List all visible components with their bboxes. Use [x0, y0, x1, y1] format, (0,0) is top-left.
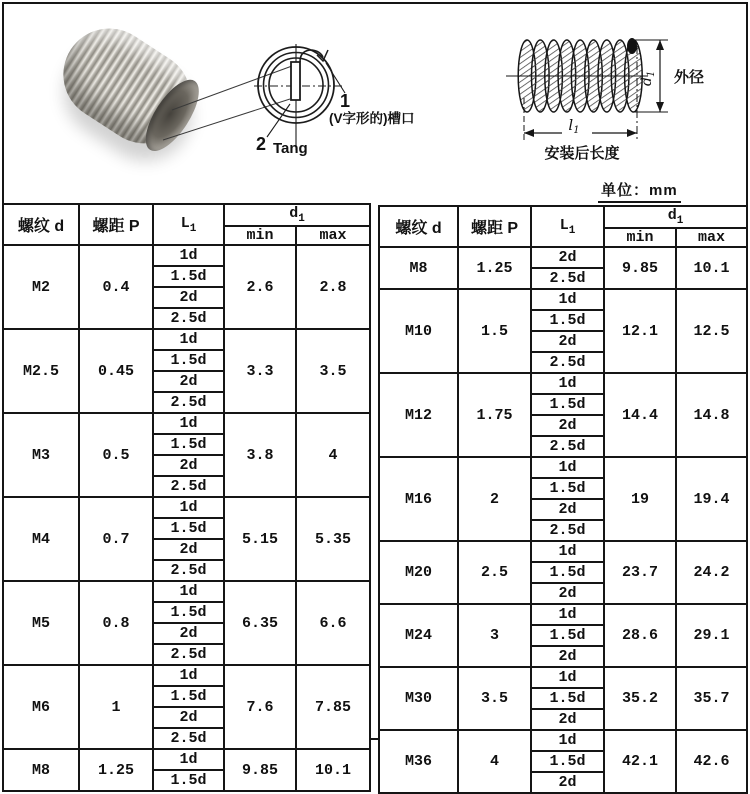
l1-cell: 1.5d — [531, 688, 604, 709]
l1-cell: 1.5d — [531, 625, 604, 646]
l1-cell: 2d — [153, 287, 224, 308]
technical-diagrams — [0, 0, 750, 205]
table-row — [3, 329, 370, 350]
max-cell: 10.1 — [676, 247, 747, 289]
l1-cell: 1.5d — [531, 394, 604, 415]
thread-cell: M2.5 — [3, 329, 79, 413]
col-header-thread: 螺纹 d — [379, 206, 458, 247]
col-header-pitch: 螺距 P — [458, 206, 531, 247]
col-header-d1: $d_1$ — [224, 204, 370, 226]
min-cell: 28.6 — [604, 604, 676, 667]
l1-cell: 1.5d — [153, 350, 224, 371]
min-cell: 2.6 — [224, 245, 296, 329]
max-cell: 5.35 — [296, 497, 370, 581]
col-header-min: min — [604, 228, 676, 247]
l1-cell: 1d — [153, 581, 224, 602]
min-cell: 9.85 — [604, 247, 676, 289]
l1-cell: 2d — [531, 415, 604, 436]
pitch-cell: 2 — [458, 457, 531, 541]
table-row — [379, 457, 747, 478]
max-cell: 10.1 — [296, 749, 370, 791]
col-header-min: min — [224, 226, 296, 245]
max-cell: 4 — [296, 413, 370, 497]
pitch-cell: 0.45 — [79, 329, 153, 413]
thread-cell: M8 — [3, 749, 79, 791]
min-cell: 12.1 — [604, 289, 676, 373]
min-cell: 23.7 — [604, 541, 676, 604]
max-cell: 6.6 — [296, 581, 370, 665]
min-cell: 7.6 — [224, 665, 296, 749]
l1-cell: 1d — [153, 413, 224, 434]
l1-cell: 1.5d — [531, 751, 604, 772]
pitch-cell: 3 — [458, 604, 531, 667]
min-cell: 6.35 — [224, 581, 296, 665]
spec-table-left-body — [3, 245, 370, 791]
pitch-cell: 0.7 — [79, 497, 153, 581]
d1-dimension-label: $d_1$ — [639, 70, 657, 86]
max-cell: 42.6 — [676, 730, 747, 793]
max-cell: 3.5 — [296, 329, 370, 413]
installed-length-label: 安装后长度 — [544, 145, 620, 162]
l1-cell: 2d — [153, 707, 224, 728]
l1-cell: 1d — [153, 749, 224, 770]
l1-cell: 1d — [153, 329, 224, 350]
l1-cell: 1d — [531, 541, 604, 562]
table-row — [379, 667, 747, 688]
l1-cell: 2.5d — [531, 352, 604, 373]
l1-cell: 1.5d — [531, 478, 604, 499]
max-cell: 19.4 — [676, 457, 747, 541]
l1-cell: 2d — [531, 499, 604, 520]
l1-cell: 2.5d — [153, 476, 224, 497]
thread-cell: M8 — [379, 247, 458, 289]
l1-cell: 2d — [531, 772, 604, 793]
pitch-cell: 3.5 — [458, 667, 531, 730]
thread-cell: M36 — [379, 730, 458, 793]
l1-cell: 2.5d — [153, 308, 224, 329]
table-row — [3, 665, 370, 686]
l1-cell: 1d — [531, 730, 604, 751]
thread-cell: M16 — [379, 457, 458, 541]
l1-cell: 2d — [531, 331, 604, 352]
max-cell: 12.5 — [676, 289, 747, 373]
table-row — [379, 373, 747, 394]
min-cell: 3.3 — [224, 329, 296, 413]
pitch-cell: 0.5 — [79, 413, 153, 497]
l1-cell: 2d — [531, 583, 604, 604]
pitch-cell: 1.25 — [79, 749, 153, 791]
table-row — [379, 604, 747, 625]
l1-cell: 2d — [531, 646, 604, 667]
l1-cell: 1d — [531, 457, 604, 478]
l1-cell: 1d — [531, 667, 604, 688]
thread-cell: M20 — [379, 541, 458, 604]
table-row — [3, 245, 370, 266]
min-cell: 35.2 — [604, 667, 676, 730]
min-cell: 5.15 — [224, 497, 296, 581]
table-row — [379, 730, 747, 751]
l1-cell: 2d — [153, 455, 224, 476]
l1-cell: 2d — [153, 371, 224, 392]
table-row — [3, 413, 370, 434]
col-header-pitch: 螺距 P — [79, 204, 153, 245]
notch-label: (V字形的)槽口 — [329, 111, 415, 126]
min-cell: 14.4 — [604, 373, 676, 457]
l1-cell: 2d — [531, 709, 604, 730]
l1-cell: 2.5d — [153, 644, 224, 665]
coil-side-view — [506, 38, 648, 112]
l1-dimension-label: $l_1$ — [568, 116, 580, 136]
l1-cell: 2.5d — [531, 436, 604, 457]
l1-cell: 2.5d — [153, 392, 224, 413]
min-cell: 3.8 — [224, 413, 296, 497]
col-header-max: max — [296, 226, 370, 245]
l1-cell: 1.5d — [153, 602, 224, 623]
tang-label: Tang — [273, 140, 308, 157]
col-header-l1: $L_1$ — [531, 206, 604, 247]
callout-2-leader — [267, 104, 290, 137]
thread-cell: M24 — [379, 604, 458, 667]
thread-cell: M5 — [3, 581, 79, 665]
spec-table-left — [2, 203, 371, 792]
l1-cell: 1.5d — [153, 770, 224, 791]
pitch-cell: 0.8 — [79, 581, 153, 665]
l1-cell: 2.5d — [153, 560, 224, 581]
l1-cell: 2d — [153, 539, 224, 560]
callout-2-number: 2 — [256, 134, 267, 154]
table-row — [3, 497, 370, 518]
l1-cell: 2.5d — [531, 520, 604, 541]
table-row — [3, 581, 370, 602]
max-cell: 29.1 — [676, 604, 747, 667]
min-cell: 9.85 — [224, 749, 296, 791]
l1-cell: 1.5d — [153, 434, 224, 455]
l1-cell: 1d — [531, 289, 604, 310]
thread-cell: M12 — [379, 373, 458, 457]
table-row — [379, 289, 747, 310]
l1-cell: 1.5d — [153, 518, 224, 539]
pitch-cell: 1.75 — [458, 373, 531, 457]
table-row — [379, 541, 747, 562]
max-cell: 35.7 — [676, 667, 747, 730]
col-header-thread: 螺纹 d — [3, 204, 79, 245]
col-header-max: max — [676, 228, 747, 247]
col-header-d1: $d_1$ — [604, 206, 747, 228]
thread-cell: M10 — [379, 289, 458, 373]
thread-cell: M4 — [3, 497, 79, 581]
l1-cell: 2d — [531, 247, 604, 268]
l1-cell: 2.5d — [531, 268, 604, 289]
thread-cell: M30 — [379, 667, 458, 730]
pitch-cell: 0.4 — [79, 245, 153, 329]
table-row — [3, 749, 370, 770]
tang-section-diagram — [254, 44, 345, 150]
l1-cell: 1d — [153, 245, 224, 266]
l1-cell: 1d — [531, 604, 604, 625]
pitch-cell: 1.25 — [458, 247, 531, 289]
thread-cell: M2 — [3, 245, 79, 329]
l1-cell: 1d — [153, 497, 224, 518]
callout-1-number: 1 — [340, 91, 351, 111]
spec-table-right-body — [379, 247, 747, 793]
min-cell: 19 — [604, 457, 676, 541]
pitch-cell: 1.5 — [458, 289, 531, 373]
outer-diameter-label: 外径 — [674, 69, 705, 86]
l1-cell: 1.5d — [153, 266, 224, 287]
max-cell: 24.2 — [676, 541, 747, 604]
l1-cell: 2.5d — [153, 728, 224, 749]
unit-note: 单位：mm — [598, 179, 681, 203]
thread-cell: M3 — [3, 413, 79, 497]
max-cell: 7.85 — [296, 665, 370, 749]
thread-cell: M6 — [3, 665, 79, 749]
max-cell: 2.8 — [296, 245, 370, 329]
pitch-cell: 2.5 — [458, 541, 531, 604]
l1-cell: 2d — [153, 623, 224, 644]
tang-shape — [291, 62, 300, 100]
pitch-cell: 4 — [458, 730, 531, 793]
spec-table-right — [378, 205, 748, 794]
l1-cell: 1d — [153, 665, 224, 686]
col-header-l1: $L_1$ — [153, 204, 224, 245]
l1-cell: 1.5d — [153, 686, 224, 707]
pitch-cell: 1 — [79, 665, 153, 749]
min-cell: 42.1 — [604, 730, 676, 793]
l1-cell: 1d — [531, 373, 604, 394]
l1-cell: 1.5d — [531, 310, 604, 331]
max-cell: 14.8 — [676, 373, 747, 457]
l1-cell: 1.5d — [531, 562, 604, 583]
table-row — [379, 247, 747, 268]
